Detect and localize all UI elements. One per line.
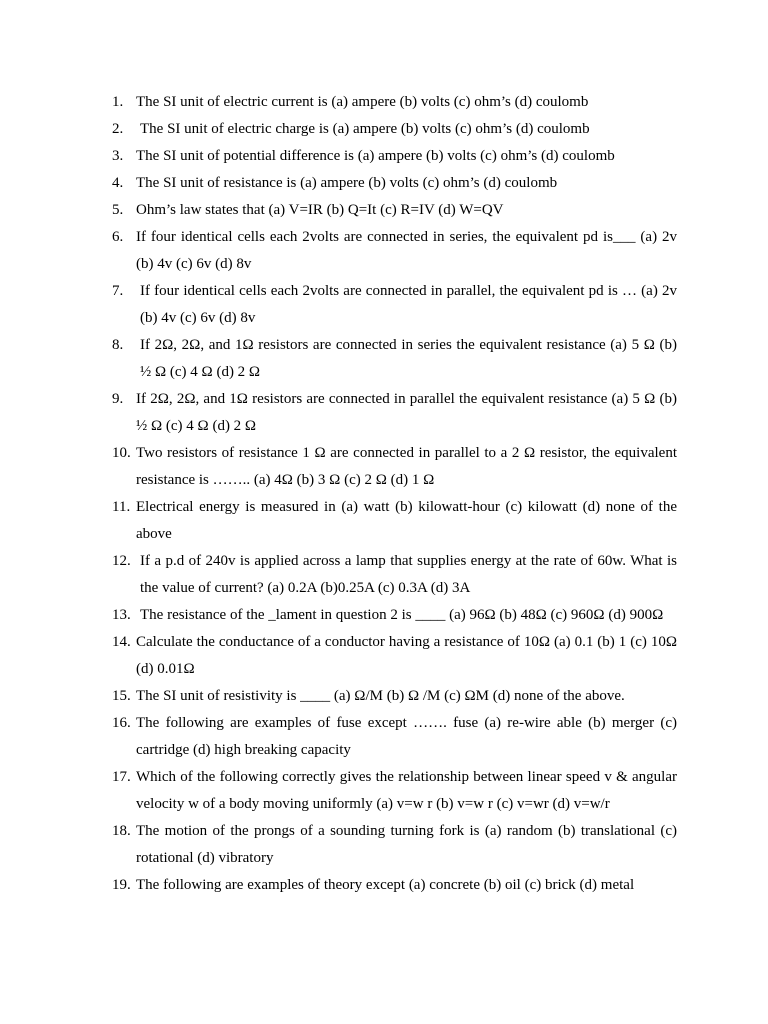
question-item-4: [112, 170, 677, 197]
question-item-9: [112, 386, 677, 440]
question-number: 5.: [112, 202, 124, 218]
question-number: 9.: [112, 391, 124, 407]
question-number: 17.: [112, 769, 131, 785]
question-item-15: [112, 683, 677, 710]
question-text: Calculate the conductance of a conductor having a resistance of 10Ω (a) 0.1 (b) 1 (c) 10Ω (d) 0.01Ω: [136, 634, 677, 677]
question-number: 3.: [112, 148, 124, 164]
question-text: The following are examples of theory except (a) concrete (b) oil (c) brick (d) metal: [136, 877, 635, 893]
question-number: 15.: [112, 688, 131, 704]
question-text: Which of the following correctly gives the relationship between linear speed v & angular velocity w of a body moving uniformly (a) v=w r (b) v=w r (c) v=wr (d) v=w/r: [136, 769, 677, 812]
question-text: The resistance of the _lament in question 2 is ____ (a) 96Ω (b) 48Ω (c) 960Ω (d) 900Ω: [140, 607, 664, 623]
question-item-6: [112, 224, 677, 278]
question-number: 1.: [112, 94, 124, 110]
question-number: 4.: [112, 175, 124, 191]
question-item-17: [112, 764, 677, 818]
question-text: If four identical cells each 2volts are connected in parallel, the equivalent pd is … (a) 2v (b) 4v (c) 6v (d) 8v: [140, 283, 677, 326]
question-text: The SI unit of electric current is (a) ampere (b) volts (c) ohm’s (d) coulomb: [136, 94, 589, 110]
question-item-19: [112, 872, 677, 899]
question-text: The SI unit of resistance is (a) ampere (b) volts (c) ohm’s (d) coulomb: [136, 175, 558, 191]
question-item-1: [112, 89, 677, 116]
question-text: The SI unit of electric charge is (a) ampere (b) volts (c) ohm’s (d) coulomb: [140, 121, 590, 137]
question-text: If a p.d of 240v is applied across a lamp that supplies energy at the rate of 60w. What is the value of current? (a) 0.2A (b)0.25A (c) 0.3A (d) 3A: [140, 553, 677, 596]
question-number: 6.: [112, 229, 124, 245]
question-text: The SI unit of resistivity is ____ (a) Ω/M (b) Ω /M (c) ΩM (d) none of the above.: [136, 688, 625, 704]
question-item-7: [112, 278, 677, 332]
question-item-3: [112, 143, 677, 170]
question-number: 12.: [112, 553, 131, 569]
question-item-8: [112, 332, 677, 386]
question-list: [112, 89, 677, 899]
question-text: The motion of the prongs of a sounding turning fork is (a) random (b) translational (c) rotational (d) vibratory: [136, 823, 677, 866]
question-number: 2.: [112, 121, 124, 137]
question-number: 7.: [112, 283, 124, 299]
question-text: The following are examples of fuse except ……. fuse (a) re-wire able (b) merger (c) cartridge (d) high breaking capacity: [136, 715, 677, 758]
question-text: The SI unit of potential difference is (a) ampere (b) volts (c) ohm’s (d) coulomb: [136, 148, 615, 164]
question-number: 14.: [112, 634, 131, 650]
question-item-5: [112, 197, 677, 224]
question-text: If 2Ω, 2Ω, and 1Ω resistors are connected in parallel the equivalent resistance (a) 5 Ω (b) ½ Ω (c) 4 Ω (d) 2 Ω: [136, 391, 677, 434]
question-item-18: [112, 818, 677, 872]
question-text: Ohm’s law states that (a) V=IR (b) Q=It (c) R=IV (d) W=QV: [136, 202, 504, 218]
question-item-14: [112, 629, 677, 683]
question-number: 16.: [112, 715, 131, 731]
question-item-2: [112, 116, 677, 143]
question-number: 13.: [112, 607, 131, 623]
question-item-10: [112, 440, 677, 494]
question-number: 11.: [112, 499, 131, 515]
question-text: Two resistors of resistance 1 Ω are connected in parallel to a 2 Ω resistor, the equivalent resistance is …….. (a) 4Ω (b) 3 Ω (c) 2 Ω (d) 1 Ω: [136, 445, 677, 488]
question-text: If 2Ω, 2Ω, and 1Ω resistors are connected in series the equivalent resistance (a) 5 Ω (b) ½ Ω (c) 4 Ω (d) 2 Ω: [140, 337, 677, 380]
question-number: 8.: [112, 337, 124, 353]
question-number: 19.: [112, 877, 131, 893]
question-item-16: [112, 710, 677, 764]
question-number: 10.: [112, 445, 131, 461]
question-item-11: [112, 494, 677, 548]
question-text: If four identical cells each 2volts are connected in series, the equivalent pd is___ (a) 2v (b) 4v (c) 6v (d) 8v: [136, 229, 677, 272]
question-item-13: [112, 602, 677, 629]
question-number: 18.: [112, 823, 131, 839]
question-item-12: [112, 548, 677, 602]
question-text: Electrical energy is measured in (a) watt (b) kilowatt-hour (c) kilowatt (d) none of the above: [136, 499, 677, 542]
